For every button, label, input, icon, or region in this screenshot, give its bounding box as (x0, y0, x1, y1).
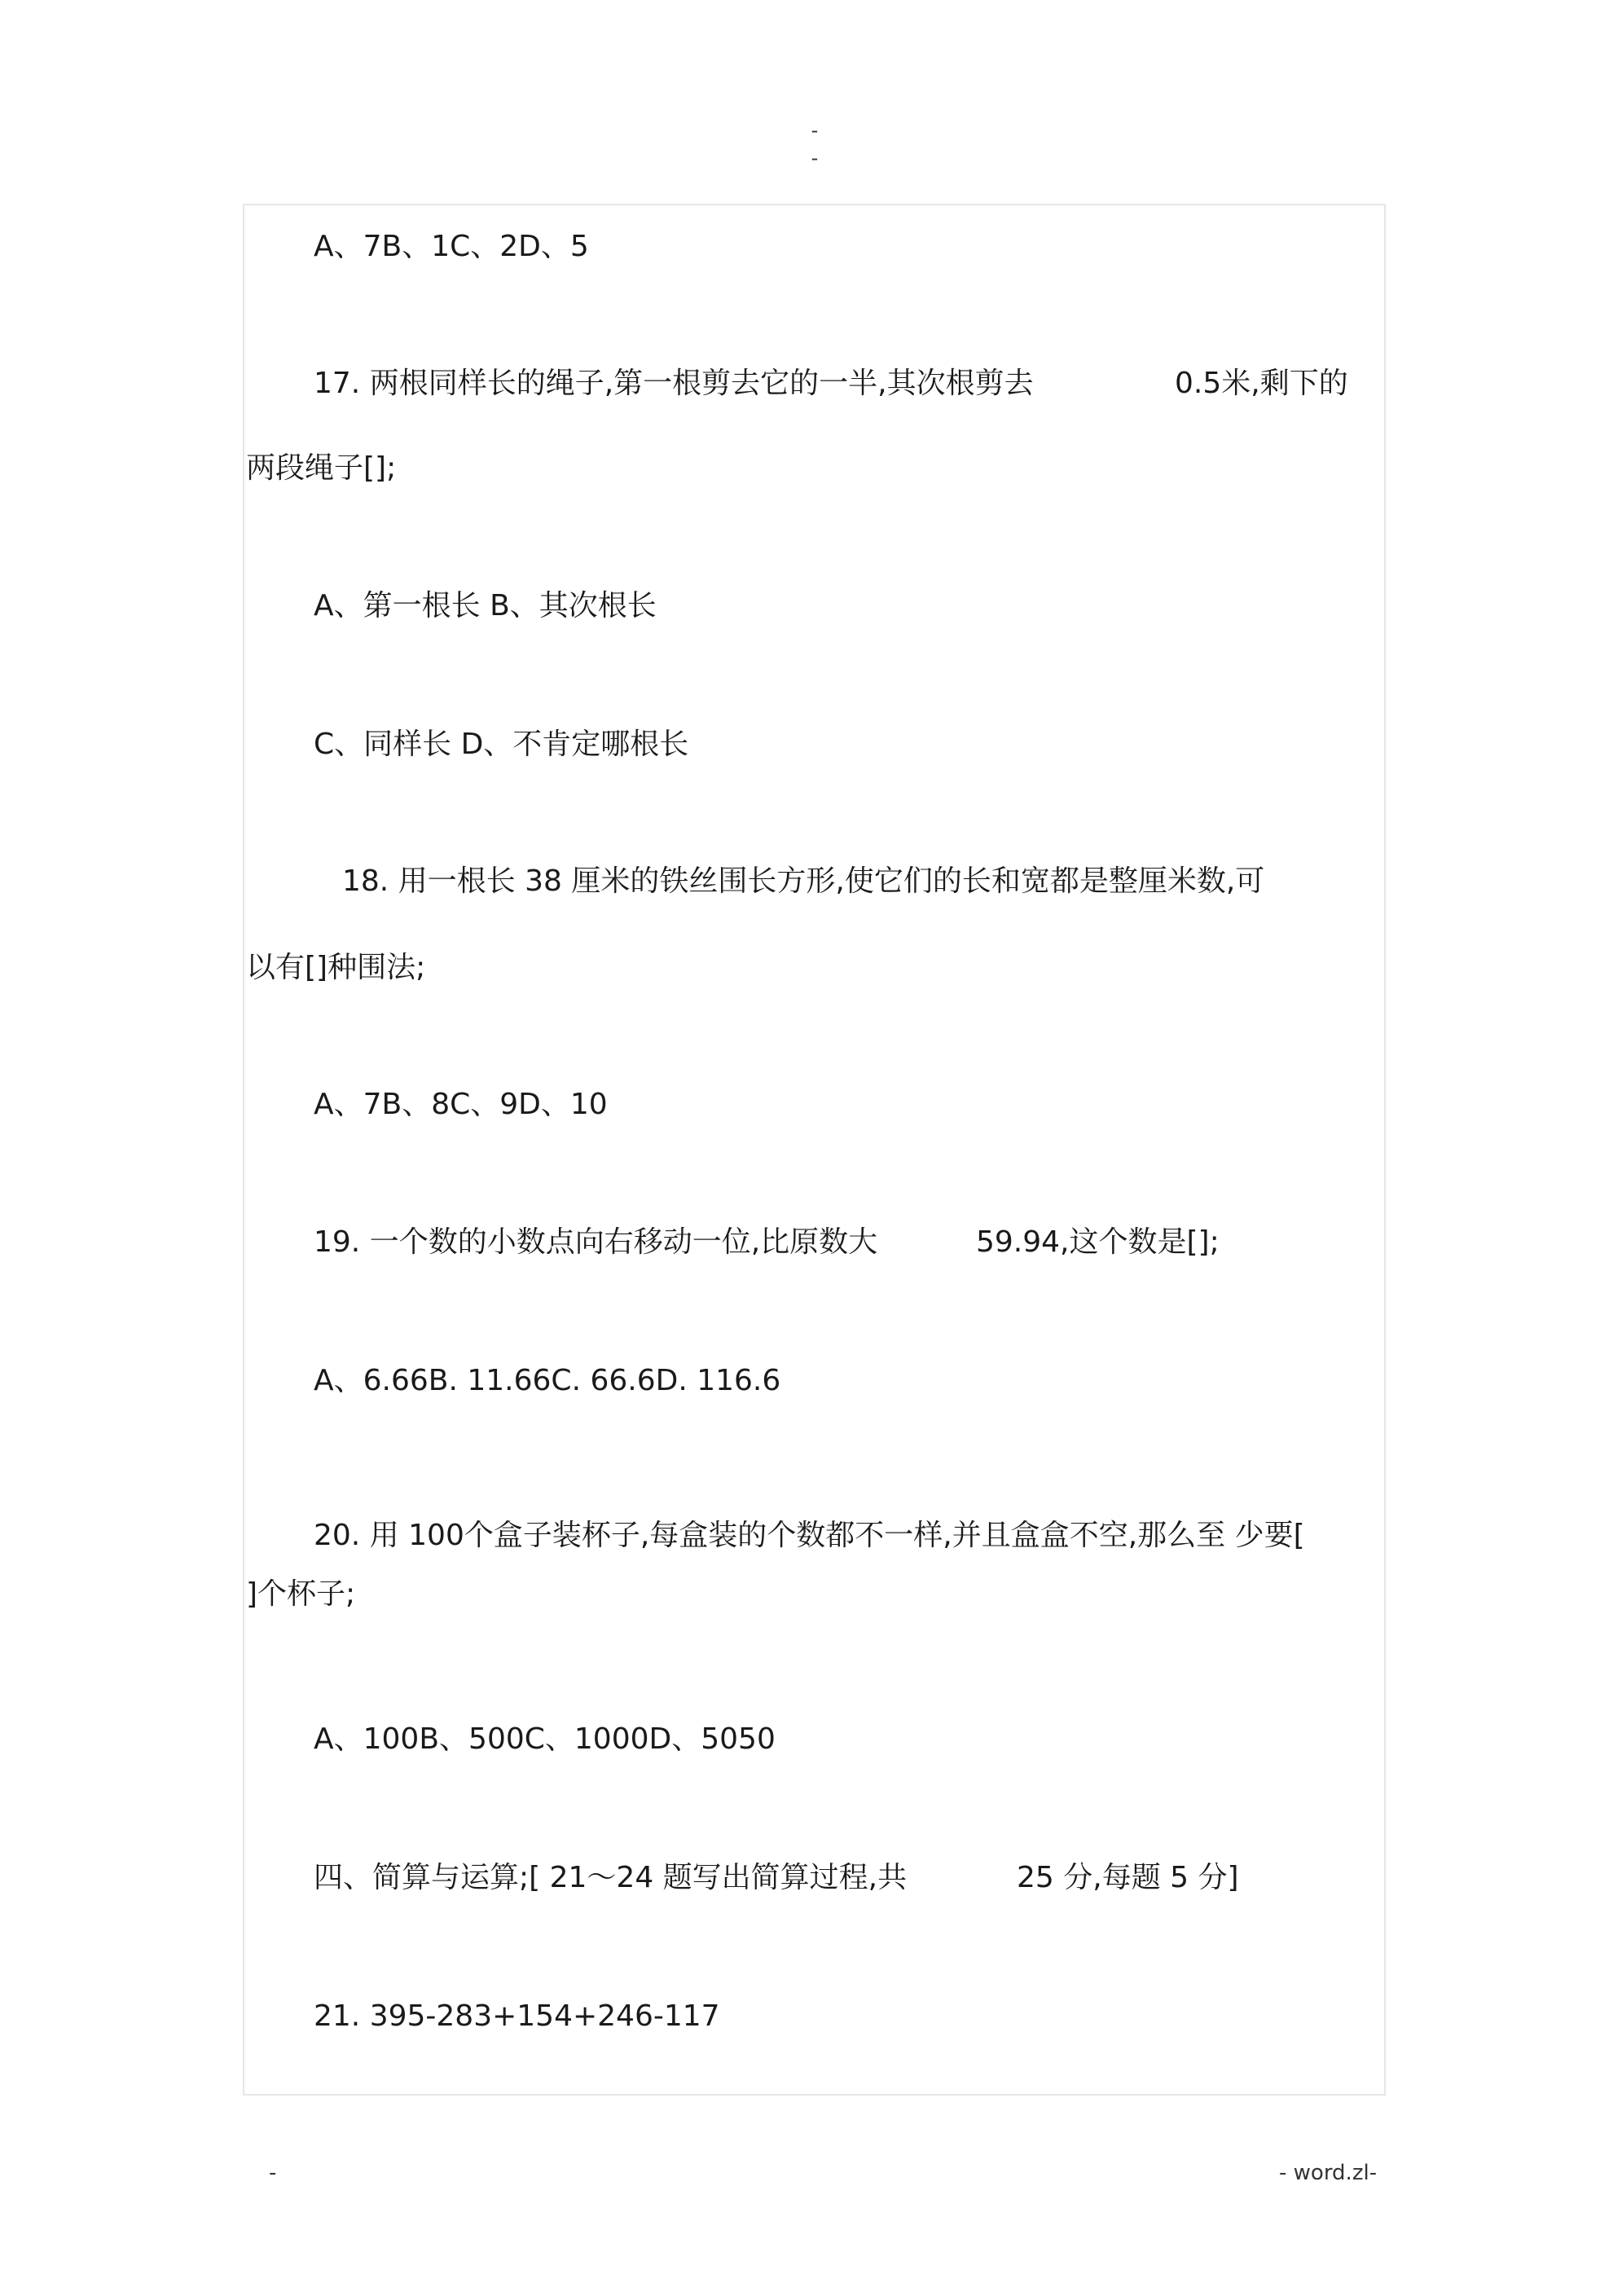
header-mark-bottom: - (811, 147, 819, 169)
q18-line1: 18. 用一根长 38 厘米的铁丝围长方形,使它们的长和宽都是整厘米数,可 (342, 864, 1265, 898)
q17-line1-tail: 0.5米,剩下的 (1175, 367, 1348, 400)
q20-line1: 20. 用 100个盒子装杯子,每盒装的个数都不一样,并且盒盒不空,那么至 少要[ (314, 1519, 1305, 1552)
q18-options: A、7B、8C、9D、10 (314, 1088, 608, 1121)
page-frame (243, 204, 1386, 2096)
q19-options: A、6.66B. 11.66C. 66.6D. 116.6 (314, 1364, 781, 1397)
q20-line2: ]个杯子; (246, 1577, 356, 1611)
header-mark-top: - (811, 119, 819, 142)
q19-line (0, 1225, 1622, 1260)
q17-line2: 两段绳子[]; (246, 451, 397, 485)
q17-line1-text: 17. 两根同样长的绳子,第一根剪去它的一半,其次根剪去 (314, 367, 1034, 400)
section4-heading (0, 1860, 1622, 1896)
q19-line-text: 19. 一个数的小数点向右移动一位,比原数大 (314, 1225, 878, 1259)
footer-source: - word.zl- (1279, 2161, 1378, 2185)
section4-heading-text: 四、简算与运算;[ 21～24 题写出简算过程,共 (314, 1861, 908, 1894)
section4-heading-tail: 25 分,每题 5 分] (1017, 1861, 1239, 1894)
q17-line1 (0, 366, 1622, 402)
footer-left-mark: - (269, 2161, 277, 2185)
q17-options-cd: C、同样长 D、不肯定哪根长 (314, 728, 689, 761)
q21-expression: 21. 395-283+154+246-117 (314, 1999, 720, 2033)
q18-line2: 以有[]种围法; (246, 951, 426, 984)
q20-options: A、100B、500C、1000D、5050 (314, 1722, 776, 1756)
q19-line-tail: 59.94,这个数是[]; (976, 1225, 1220, 1259)
q16-options: A、7B、1C、2D、5 (314, 230, 589, 263)
q17-options-ab: A、第一根长 B、其次根长 (314, 589, 657, 622)
